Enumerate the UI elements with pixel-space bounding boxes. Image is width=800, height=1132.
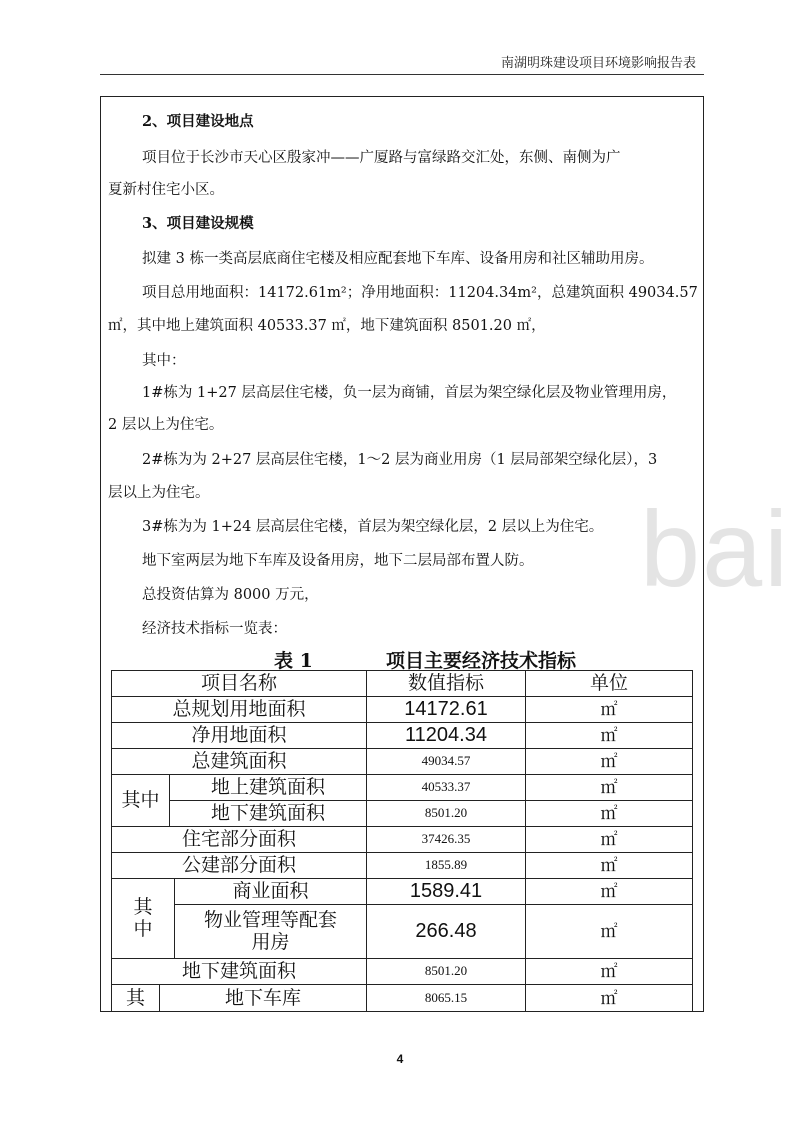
row-unit: ㎡ bbox=[526, 827, 693, 853]
scale-paragraph-2-line1: 项目总用地面积：14172.61m²；净用地面积：11204.34m²，总建筑面积 49034.57 bbox=[142, 285, 698, 301]
row-value: 1589.41 bbox=[367, 879, 526, 905]
location-text-line2: 夏新村住宅小区。 bbox=[108, 182, 224, 198]
row-name: 地下建筑面积 bbox=[112, 959, 367, 985]
building2-line1: 2#栋为为 2+27 层高层住宅楼，1～2 层为商业用房（1 层局部架空绿化层），3 bbox=[142, 452, 658, 468]
location-text-line1: 项目位于长沙市天心区殷家冲——广厦路与富绿路交汇处，东侧、南侧为广 bbox=[142, 150, 621, 166]
row-name-line: 用房 bbox=[251, 930, 290, 953]
header-unit: 单位 bbox=[526, 671, 693, 697]
group-char: 中 bbox=[133, 917, 153, 940]
table-intro-text: 经济技术指标一览表： bbox=[142, 621, 287, 637]
row-name: 地上建筑面积 bbox=[170, 775, 367, 801]
row-name-line: 物业管理等配套 bbox=[203, 908, 337, 931]
row-value: 8501.20 bbox=[367, 801, 526, 827]
row-value: 8501.20 bbox=[367, 959, 526, 985]
scale-paragraph-1: 拟建 3 栋一类高层底商住宅楼及相应配套地下车库、设备用房和社区辅助用房。 bbox=[142, 251, 654, 267]
watermark: bai bbox=[640, 488, 791, 609]
row-unit: ㎡ bbox=[526, 879, 693, 905]
page-number: 4 bbox=[396, 1052, 404, 1066]
row-group-label: 其中 bbox=[112, 775, 170, 827]
row-name: 总规划用地面积 bbox=[112, 697, 367, 723]
investment-text: 总投资估算为 8000 万元， bbox=[142, 587, 319, 603]
economic-indicators-table bbox=[111, 670, 693, 1012]
row-value: 49034.57 bbox=[367, 749, 526, 775]
header-item-name: 项目名称 bbox=[112, 671, 367, 697]
row-name: 住宅部分面积 bbox=[112, 827, 367, 853]
table-caption bbox=[274, 646, 576, 673]
row-name: 地下车库 bbox=[160, 985, 367, 1012]
header-value: 数值指标 bbox=[367, 671, 526, 697]
row-unit: ㎡ bbox=[526, 985, 693, 1012]
row-value: 8065.15 bbox=[367, 985, 526, 1012]
row-value: 266.48 bbox=[367, 905, 526, 959]
row-unit: ㎡ bbox=[526, 853, 693, 879]
header-rule bbox=[100, 74, 704, 75]
row-unit: ㎡ bbox=[526, 801, 693, 827]
row-name: 公建部分面积 bbox=[112, 853, 367, 879]
group-char: 其 bbox=[133, 895, 153, 918]
table-label: 表 1 bbox=[274, 650, 313, 672]
row-value: 11204.34 bbox=[367, 723, 526, 749]
row-unit: ㎡ bbox=[526, 775, 693, 801]
row-name: 净用地面积 bbox=[112, 723, 367, 749]
row-unit: ㎡ bbox=[526, 749, 693, 775]
row-unit: ㎡ bbox=[526, 723, 693, 749]
row-unit: ㎡ bbox=[526, 905, 693, 959]
row-value: 40533.37 bbox=[367, 775, 526, 801]
table-title: 项目主要经济技术指标 bbox=[386, 650, 577, 672]
building2-line2: 层以上为住宅。 bbox=[108, 485, 210, 501]
row-group-label: 其 bbox=[112, 985, 160, 1012]
row-value: 1855.89 bbox=[367, 853, 526, 879]
building1-line2: 2 层以上为住宅。 bbox=[108, 417, 224, 433]
row-value: 14172.61 bbox=[367, 697, 526, 723]
row-value: 37426.35 bbox=[367, 827, 526, 853]
scale-paragraph-2-line2: ㎡，其中地上建筑面积 40533.37 ㎡，地下建筑面积 8501.20 ㎡， bbox=[108, 318, 546, 334]
scale-paragraph-3: 其中： bbox=[142, 353, 186, 369]
building1-line1: 1#栋为 1+27 层高层住宅楼，负一层为商铺，首层为架空绿化层及物业管理用房， bbox=[142, 385, 677, 401]
row-group-label bbox=[112, 879, 175, 959]
row-name: 商业面积 bbox=[175, 879, 367, 905]
row-name: 地下建筑面积 bbox=[170, 801, 367, 827]
section-heading-location: 2、项目建设地点 bbox=[142, 113, 254, 130]
row-unit: ㎡ bbox=[526, 697, 693, 723]
row-name bbox=[175, 905, 367, 959]
row-unit: ㎡ bbox=[526, 959, 693, 985]
section-heading-scale: 3、项目建设规模 bbox=[142, 215, 254, 232]
row-name: 总建筑面积 bbox=[112, 749, 367, 775]
building3-text: 3#栋为为 1+24 层高层住宅楼，首层为架空绿化层，2 层以上为住宅。 bbox=[142, 519, 604, 535]
basement-text: 地下室两层为地下车库及设备用房，地下二层局部布置人防。 bbox=[142, 553, 534, 569]
running-header: 南湖明珠建设项目环境影响报告表 bbox=[500, 56, 696, 71]
